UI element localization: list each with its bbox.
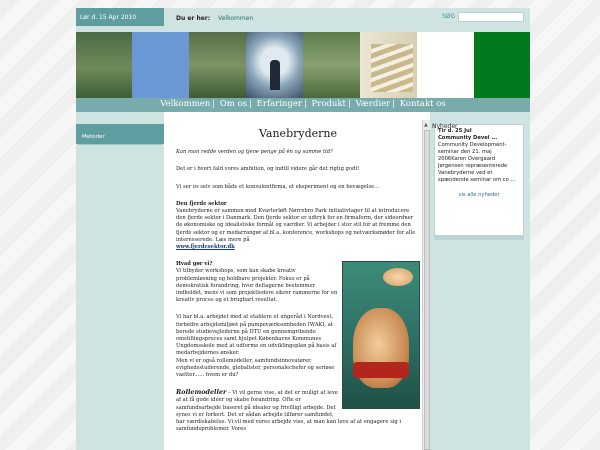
news-headline[interactable]: Community Devel ... — [438, 135, 498, 141]
top-bar — [76, 8, 530, 32]
section-title: Hvad gør vi? — [176, 261, 213, 268]
news-box — [434, 124, 524, 236]
intro-paragraph-2: Vi ser os selv som både et konsulentfirma, et eksperiment og en bevægelse... — [176, 183, 380, 190]
nav-separator: | — [347, 99, 351, 109]
banner-field-image — [189, 32, 246, 98]
nav-item-produkt[interactable]: Produkt — [311, 99, 346, 109]
content-scrollbar[interactable] — [422, 120, 430, 450]
section-text: Vi tilbyder workshops, som kan skabe kreativ problemløsning og holdbare projekter. Fokus er på demokratisk forandring, hvor deltagerne bestemmer indholdet, mens vi som projektledere sikrer rammerne for en kreativ proces og et brugbart resultat. — [176, 268, 338, 304]
nav-separator: | — [212, 99, 216, 109]
page-frame — [76, 8, 530, 450]
date-display: Lør d. 15 Apr 2010 — [76, 8, 164, 26]
news-box-footer — [434, 236, 524, 240]
nav-separator: | — [392, 99, 396, 109]
breadcrumb-label: Du er her: — [176, 15, 211, 22]
fjerdesektor-link[interactable]: www.fjerdesektor.dk — [176, 244, 235, 251]
intro-question: Kan man redde verden og tjene penge på én og samme tid? — [176, 149, 333, 156]
banner-globe-image — [246, 32, 303, 98]
news-more-link[interactable]: vis alle nyheder — [458, 192, 500, 198]
banner-stairs-image — [360, 32, 417, 98]
section-fjerde-sektor — [176, 201, 420, 251]
main-content — [176, 120, 420, 450]
banner-green-tile — [474, 32, 530, 98]
page-title: Vanebryderne — [258, 127, 337, 140]
stairs-shape — [371, 44, 413, 92]
cherub-shape — [383, 268, 413, 286]
breadcrumb — [176, 15, 253, 22]
section-text: Vanebryderne er sammen med Kvarterløft Nørrebro Park initiativtager til at introducere den fjerde sektor i Danmark. Den fjerde sektor er udtryk for en firmaform, der sideordner de økonomiske og idealistiske formål og værdier. Vi arbejder i stor stil for at fremme den fjerde sektor og er medarrangør af bl.a. konference, workshops og netværksmøder for alle interesserede. Læs mere på — [176, 208, 416, 243]
section-text: Men vi er også rollemodeller, samfundsinnovatører, evighedsstuderende, globalister, personalechefer og seriøse vaetter...... hvem er du? — [176, 357, 335, 379]
intro-paragraph-1: Det er i hvert fald vores ambition, og indtil videre går det rigtig godt! — [176, 166, 360, 173]
section-title: Den fjerde sektor — [176, 200, 227, 207]
globe-figure — [270, 60, 280, 90]
sumo-belt-shape — [353, 362, 409, 378]
banner-meadow-image — [303, 32, 360, 98]
nav-item-vaerdier[interactable]: Værdier — [355, 99, 391, 109]
sumo-illustration — [342, 261, 420, 409]
image-banner — [76, 32, 530, 98]
news-body: Community Development-seminar den 21. maj 2006Karen Overgaard Jørgensen repræsenterede Vanebryderne ved et spændende seminar om co ... — [438, 142, 516, 183]
search-input[interactable] — [458, 12, 524, 22]
right-sidebar — [430, 112, 530, 450]
nav-separator: | — [249, 99, 252, 109]
sidebar-item-metoder[interactable]: Metoder — [76, 124, 164, 144]
news-date: Tir d. 25 Jul — [438, 128, 472, 134]
left-sidebar — [76, 112, 164, 450]
nav-item-erfaringer[interactable]: Erfaringer — [256, 99, 302, 109]
scroll-up-icon[interactable]: ▲ — [424, 122, 428, 128]
section-text: – Vi vil gerne vise, at det er muligt at leve af at få gode idéer og skabe forandring. Ofte er samfundsarbejde baseret på idealer og frivilligt arbejde. Det synes vi er forkert. Det er sådan arbejde tilfører samfundet, har værdiskabelse. Vi vil med vores arbejde vise, at man kan leve af at engagere sig i samfundsproblemer. Vores — [176, 390, 402, 433]
banner-blue-tile — [132, 32, 189, 98]
search-label: SØG — [442, 13, 456, 20]
nav-item-velkommen[interactable]: Velkommen — [160, 99, 211, 109]
section-title: Rollemodeller — [176, 388, 227, 397]
nav-item-kontakt-os[interactable]: Kontakt os — [399, 99, 446, 109]
nav-separator: | — [303, 99, 307, 109]
nav-item-om-os[interactable]: Om os — [219, 99, 248, 109]
banner-grass-image — [76, 32, 132, 98]
section-text: Vi har bl.a. arbejdet med at etablere et ungeråd i Nordvest, forbedre arbejdsmiljøet på pumpeværksomheden IWAKI, at berede studievejlederne på DTU en gennemgribende omstillingsproces samt hjulpet Københavns Kommunes Ungdomsskole med at udforme en udviklingsplan på basis af medarbejdernes ønsker. — [176, 314, 337, 357]
breadcrumb-location[interactable]: Velkommen — [218, 15, 254, 22]
banner-white-tile — [417, 32, 474, 98]
sidebar-divider — [78, 144, 162, 145]
news-label: Nyheder — [432, 123, 458, 130]
main-nav — [76, 98, 530, 112]
